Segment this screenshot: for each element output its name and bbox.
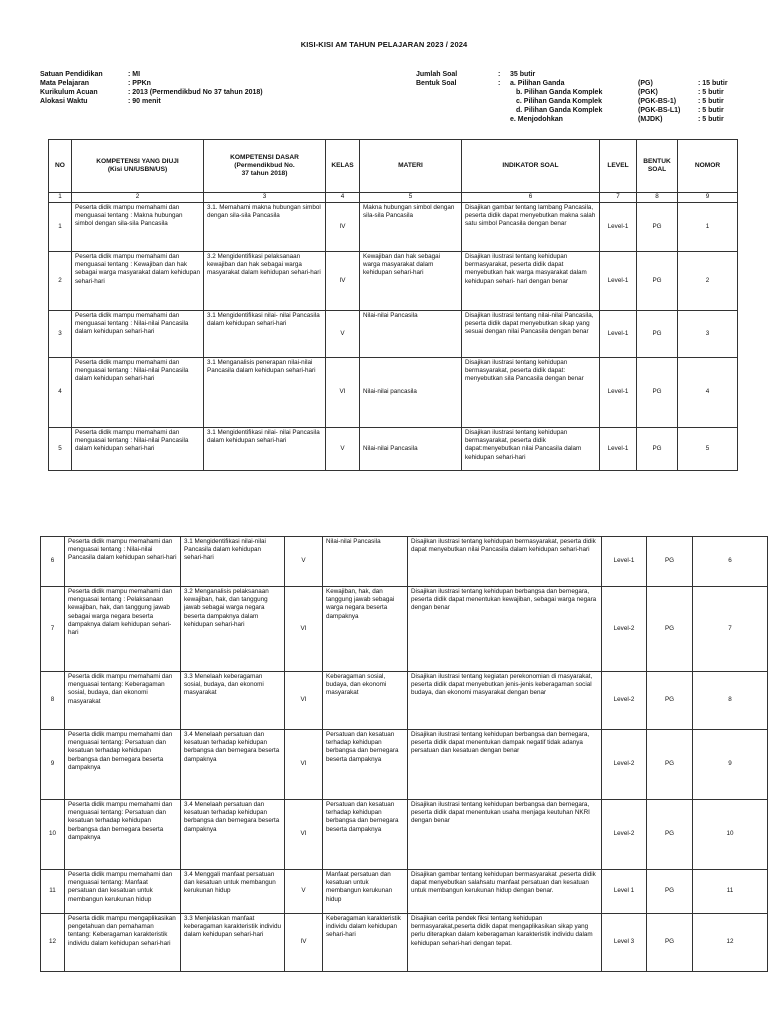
meta-label: Mata Pelajaran: [40, 80, 90, 87]
colon: :: [498, 80, 501, 87]
kompetensi-dasar-cell: 3.3 Menjelaskan manfaat keberagaman karakteristik individu dalam kehidupan sehari-hari: [181, 914, 285, 972]
nomor-cell: 7: [693, 587, 768, 672]
bentuk-soal-cell: PG: [647, 800, 693, 870]
level-cell: Level-2: [602, 730, 647, 800]
bentuk-soal-cell: PG: [647, 914, 693, 972]
column-number: 3: [204, 193, 326, 203]
kelas-cell: V: [285, 537, 323, 587]
bentuk-name: e. Menjodohkan: [510, 116, 563, 123]
jumlah-soal-row: [416, 70, 728, 79]
bentuk-soal-cell: PG: [647, 672, 693, 730]
nomor-cell: 3: [678, 311, 738, 358]
indikator-cell: Disajikan ilustrasi tentang kehidupan bermasyarakat, peserta didik dapat:menyebutkan nilai Pancasila dalam kehidupan sehari-hari: [462, 428, 600, 471]
jumlah-soal-label: Jumlah Soal: [416, 71, 458, 78]
meta-value: : 90 menit: [128, 98, 161, 105]
column-number: 8: [637, 193, 678, 203]
bentuk-row: [416, 79, 728, 88]
kompetensi-dasar-cell: 3.4 Menelaah persatuan dan kesatuan terhadap kehidupan berbangsa dan bernegara beserta dampaknya: [181, 730, 285, 800]
indikator-cell: Disajikan ilustrasi tentang kehidupan bermasyarakat, peserta didik dapat menyebutkan nilai Pancasila dalam kehidupan sehari-hari: [408, 537, 602, 587]
level-cell: Level-2: [602, 587, 647, 672]
level-cell: Level-1: [600, 252, 637, 311]
indikator-cell: Disajikan gambar tentang lambang Pancasila, peserta didik dapat menyebutkan makna salah satu simbol Pancasila dengan benar: [462, 203, 600, 252]
indikator-cell: Disajikan ilustrasi tentang kehidupan bermasyarakat, peserta didik dapat menyebutkan hak warga masyarakat dalam kehidupan sehari- hari dengan benar: [462, 252, 600, 311]
table-header-row: [49, 140, 738, 193]
identity-block: [40, 70, 263, 106]
row-number: 12: [41, 914, 65, 972]
kelas-cell: V: [326, 428, 360, 471]
kompetensi-dasar-cell: 3.4 Menggali manfaat persatuan dan kesatuan untuk membangun kerukunan hidup: [181, 870, 285, 914]
bentuk-soal-cell: PG: [637, 252, 678, 311]
table-row: [41, 730, 768, 800]
row-number: 4: [49, 358, 72, 428]
row-number: 8: [41, 672, 65, 730]
level-cell: Level-1: [602, 537, 647, 587]
header-line: (Permendikbud No.: [234, 161, 295, 169]
table-row: [49, 203, 738, 252]
table-row: [41, 870, 768, 914]
kompetensi-cell: Peserta didik mampu memahami dan menguasai tentang : Nilai-nilai Pancasila dalam kehidupan sehari-hari: [72, 358, 204, 428]
kompetensi-dasar-cell: 3.4 Menelaah persatuan dan kesatuan terhadap kehidupan berbangsa dan bernegara beserta dampaknya: [181, 800, 285, 870]
meta-value: : PPKn: [128, 80, 151, 87]
indikator-cell: Disajikan gambar tentang kehidupan bermasyarakat ,peserta didik dapat menyebutkan salahsatu manfaat persatuan dan kesatuan untuk membangun kerukunan hidup dengan benar.: [408, 870, 602, 914]
meta-row: [40, 79, 263, 88]
indikator-cell: Disajikan ilustrasi tentang kehidupan bermasyarakat, peserta didik dapat: menyebutkan sila Pancasila dengan benar: [462, 358, 600, 428]
column-number: 5: [360, 193, 462, 203]
meta-row: [40, 88, 263, 97]
row-number: 3: [49, 311, 72, 358]
bentuk-code: (PGK-BS-1): [638, 98, 677, 105]
indikator-cell: Disajikan ilustrasi tentang nilai-nilai Pancasila, peserta didik dapat menyebutkan sikap yang sesuai dengan nilai Pancasila dengan benar: [462, 311, 600, 358]
header-line: KOMPETENSI YANG DIUJI: [96, 157, 179, 165]
bentuk-soal-cell: PG: [637, 203, 678, 252]
bentuk-name: c. Pilihan Ganda Komplek: [516, 98, 602, 105]
row-number: 10: [41, 800, 65, 870]
bentuk-soal-cell: PG: [647, 870, 693, 914]
row-number: 7: [41, 587, 65, 672]
materi-cell: Persatuan dan kesatuan terhadap kehidupan berbangsa dan bernegara beserta dampaknya: [323, 730, 408, 800]
bentuk-code: (PGK): [638, 89, 658, 96]
row-number: 1: [49, 203, 72, 252]
indikator-cell: Disajikan ilustrasi tentang kegiatan perekonomian di masyarakat, peserta didik dapat menyebutkan jenis-jenis keberagaman social budaya, dan ekonomi masyarakat dengan benar: [408, 672, 602, 730]
header-no: NO: [49, 140, 72, 193]
nomor-cell: 2: [678, 252, 738, 311]
document-title: KISI-KISI AM TAHUN PELAJARAN 2023 / 2024: [300, 40, 468, 49]
kelas-cell: IV: [326, 252, 360, 311]
table-row: [49, 428, 738, 471]
table-row: [41, 800, 768, 870]
row-number: 2: [49, 252, 72, 311]
kompetensi-dasar-cell: 3.1 Mengidentifikasi nilai-nilai Pancasila dalam kehidupan sehari-hari: [181, 537, 285, 587]
nomor-cell: 10: [693, 800, 768, 870]
nomor-cell: 5: [678, 428, 738, 471]
meta-label: Kurikulum Acuan: [40, 89, 98, 96]
kelas-cell: VI: [285, 730, 323, 800]
column-number: 9: [678, 193, 738, 203]
bentuk-code: (MJDK): [638, 116, 663, 123]
materi-cell: Keberagaman karakteristik individu dalam kehidupan sehari-hari: [323, 914, 408, 972]
meta-row: [40, 70, 263, 79]
exam-info-block: [416, 70, 728, 124]
column-number: 7: [600, 193, 637, 203]
bentuk-row: [416, 97, 728, 106]
bentuk-code: (PG): [638, 80, 653, 87]
kelas-cell: IV: [326, 203, 360, 252]
indikator-cell: Disajikan ilustrasi tentang kehidupan berbangsa dan bernegara, peserta didik dapat menentukan kewajiban, sebagai warga negara dengan benar: [408, 587, 602, 672]
jumlah-soal-value: 35 butir: [510, 71, 536, 78]
bentuk-name: b. Pilihan Ganda Komplek: [516, 89, 603, 96]
kelas-cell: V: [326, 311, 360, 358]
meta-value: : 2013 (Permendikbud No 37 tahun 2018): [128, 89, 263, 96]
kompetensi-cell: Peserta didik mampu memahami dan menguasai tentang : Nilai-nilai Pancasila dalam kehidupan sehari-hari: [72, 311, 204, 358]
kompetensi-dasar-cell: 3.1 Menganalisis penerapan nilai-nilai Pancasila dalam kehidupan sehari-hari: [204, 358, 326, 428]
kompetensi-dasar-cell: 3.2 Mengidentifikasi pelaksanaan kewajiban dan hak sebagai warga masyarakat dalam kehidupan sehari-hari: [204, 252, 326, 311]
indikator-cell: Disajikan ilustrasi tentang kehidupan berbangsa dan bernegara, peserta didik dapat menentukan usaha menjaga keutuhan NKRI dengan benar: [408, 800, 602, 870]
bentuk-name: d. Pilihan Ganda Komplek: [516, 107, 603, 114]
header-nomor: NOMOR: [678, 140, 738, 193]
kelas-cell: IV: [285, 914, 323, 972]
materi-cell: Manfaat persatuan dan kesatuan untuk membangun kerukunan hidup: [323, 870, 408, 914]
row-number: 6: [41, 537, 65, 587]
column-number: 4: [326, 193, 360, 203]
level-cell: Level-1: [600, 203, 637, 252]
header-kompetensi-dasar: [204, 140, 326, 193]
row-number: 5: [49, 428, 72, 471]
header-line: KOMPETENSI DASAR: [230, 153, 299, 161]
header-line: (Kisi UN/USBN/US): [107, 166, 168, 173]
meta-label: Alokasi Waktu: [40, 98, 88, 105]
kompetensi-dasar-cell: 3.1 Mengidentifikasi nilai- nilai Pancasila dalam kehidupan sehari-hari: [204, 428, 326, 471]
table-row: [49, 311, 738, 358]
kompetensi-cell: Peserta didik mampu memahami dan menguasai tentang: Keberagaman sosial, budaya, dan ekonomi masyarakat: [65, 672, 181, 730]
meta-value: : MI: [128, 71, 141, 78]
bentuk-soal-cell: PG: [647, 537, 693, 587]
colon: :: [498, 71, 501, 78]
kompetensi-cell: Peserta didik mampu memahami dan menguasai tentang : Makna hubungan simbol dengan sila-sila Pancasila: [72, 203, 204, 252]
header-materi: MATERI: [360, 140, 462, 193]
header-line: BENTUK: [643, 157, 671, 165]
kisi-kisi-table-page2: [40, 536, 768, 972]
kompetensi-dasar-cell: 3.3 Menelaah keberagaman sosial, budaya, dan ekonomi masyarakat: [181, 672, 285, 730]
indikator-cell: Disajikan ilustrasi tentang kehidupan berbangsa dan bernegara, peserta didik dapat menentukan dampak negatif tidak adanya persatuan dan kesatuan dengan benar: [408, 730, 602, 800]
column-number: 1: [49, 193, 72, 203]
kompetensi-dasar-cell: 3.2 Menganalisis pelaksanaan kewajiban, hak, dan tanggung jawab sebagai warga negara beserta dampaknya dalam kehidupan sehari-hari: [181, 587, 285, 672]
bentuk-count: : 5 butir: [698, 107, 724, 114]
header-kelas: KELAS: [326, 140, 360, 193]
kompetensi-cell: Peserta didik mampu memahami dan menguasai tentang: Persatuan dan kesatuan terhadap kehidupan berbangsa dan bernegara beserta dampaknya: [65, 730, 181, 800]
level-cell: Level-1: [600, 428, 637, 471]
materi-cell: Kewajiban, hak, dan tanggung jawab sebagai warga negara beserta dampaknya: [323, 587, 408, 672]
table-row: [41, 587, 768, 672]
bentuk-count: : 5 butir: [698, 89, 724, 96]
meta-label: Satuan Pendidikan: [40, 71, 103, 78]
nomor-cell: 4: [678, 358, 738, 428]
nomor-cell: 9: [693, 730, 768, 800]
nomor-cell: 8: [693, 672, 768, 730]
nomor-cell: 12: [693, 914, 768, 972]
kompetensi-cell: Peserta didik mampu memahami dan menguasai tentang : Nilai-nilai Pancasila dalam kehidupan sehari-hari: [65, 537, 181, 587]
column-number: 2: [72, 193, 204, 203]
kelas-cell: VI: [285, 800, 323, 870]
materi-cell: Nilai-nilai Pancasila: [360, 428, 462, 471]
table-row: [41, 537, 768, 587]
materi-cell: Persatuan dan kesatuan terhadap kehidupan berbangsa dan bernegara beserta dampaknya: [323, 800, 408, 870]
table-row: [49, 252, 738, 311]
materi-cell: Nilai-nilai Pancasila: [323, 537, 408, 587]
nomor-cell: 6: [693, 537, 768, 587]
indikator-cell: Disajikan cerita pendek fiksi tentang kehidupan bermasyarakat,peserta didik dapat mengaplikasikan sikap yang perlu diterapkan dalam keberagaman karakteristik individu dalam kehidupan sehari-hari dengan tepat.: [408, 914, 602, 972]
level-cell: Level-2: [602, 800, 647, 870]
level-cell: Level-1: [600, 358, 637, 428]
kompetensi-cell: Peserta didik mampu memahami dan menguasai tentang : Pelaksanaan kewajiban, hak, dan tanggung jawab sebagai warga negara beserta dampaknya dalam kehidupan sehari-hari: [65, 587, 181, 672]
kompetensi-cell: Peserta didik mampu mengaplikasikan pengetahuan dan pemahaman tentang: Keberagaman karakteristik individu dalam kehidupan sehari-hari: [65, 914, 181, 972]
bentuk-row: [416, 115, 728, 124]
materi-cell: Makna hubungan simbol dengan sila-sila Pancasila: [360, 203, 462, 252]
materi-cell: Nilai-nilai pancasila: [360, 358, 462, 428]
kelas-cell: VI: [285, 587, 323, 672]
level-cell: Level-2: [602, 672, 647, 730]
kompetensi-cell: Peserta didik mampu memahami dan menguasai tentang : Kewajiban dan hak sebagai warga masyarakat dalam kehidupan sehari-hari: [72, 252, 204, 311]
meta-row: [40, 97, 263, 106]
header-line: 37 tahun 2018): [241, 170, 288, 178]
header-line: SOAL: [647, 166, 667, 173]
column-number: 6: [462, 193, 600, 203]
kompetensi-cell: Peserta didik mampu memahami dan menguasai tentang : Nilai-nilai Pancasila dalam kehidupan sehari-hari: [72, 428, 204, 471]
kelas-cell: VI: [285, 672, 323, 730]
column-number-row: [49, 193, 738, 203]
bentuk-soal-cell: PG: [637, 428, 678, 471]
header-kompetensi-diuji: [72, 140, 204, 193]
kompetensi-cell: Peserta didik mampu memahami dan menguasai tentang: Manfaat persatuan dan kesatuan untuk membangun kerukunan hidup: [65, 870, 181, 914]
level-cell: Level 3: [602, 914, 647, 972]
bentuk-soal-cell: PG: [647, 730, 693, 800]
bentuk-count: : 5 butir: [698, 116, 724, 123]
level-cell: Level-1: [600, 311, 637, 358]
bentuk-count: : 15 butir: [698, 80, 728, 87]
kelas-cell: V: [285, 870, 323, 914]
kompetensi-cell: Peserta didik mampu memahami dan menguasai tentang: Persatuan dan kesatuan terhadap kehidupan berbangsa dan bernegara beserta dampaknya: [65, 800, 181, 870]
row-number: 11: [41, 870, 65, 914]
table-row: [41, 914, 768, 972]
header-level: LEVEL: [600, 140, 637, 193]
materi-cell: Keberagaman sosial, budaya, dan ekonomi masyarakat: [323, 672, 408, 730]
kompetensi-dasar-cell: 3.1. Memahami makna hubungan simbol dengan sila-sila Pancasila: [204, 203, 326, 252]
kelas-cell: VI: [326, 358, 360, 428]
header-bentuk-soal: [637, 140, 678, 193]
bentuk-soal-cell: PG: [637, 358, 678, 428]
materi-cell: Kewajiban dan hak sebagai warga masyarakat dalam kehidupan sehari-hari: [360, 252, 462, 311]
bentuk-soal-cell: PG: [647, 587, 693, 672]
kisi-kisi-table-page1: [48, 139, 738, 471]
bentuk-soal-label: Bentuk Soal: [416, 80, 457, 87]
bentuk-count: : 5 butir: [698, 98, 724, 105]
materi-cell: Nilai-nilai Pancasila: [360, 311, 462, 358]
nomor-cell: 11: [693, 870, 768, 914]
bentuk-soal-cell: PG: [637, 311, 678, 358]
nomor-cell: 1: [678, 203, 738, 252]
level-cell: Level 1: [602, 870, 647, 914]
row-number: 9: [41, 730, 65, 800]
header-indikator: INDIKATOR SOAL: [462, 140, 600, 193]
table-row: [49, 358, 738, 428]
kompetensi-dasar-cell: 3.1 Mengidentifikasi nilai- nilai Pancasila dalam kehidupan sehari-hari: [204, 311, 326, 358]
bentuk-code: (PGK-BS-L1): [638, 107, 681, 114]
bentuk-row: [416, 106, 728, 115]
bentuk-row: [416, 88, 728, 97]
table-row: [41, 672, 768, 730]
bentuk-name: a. Pilihan Ganda: [510, 80, 565, 87]
